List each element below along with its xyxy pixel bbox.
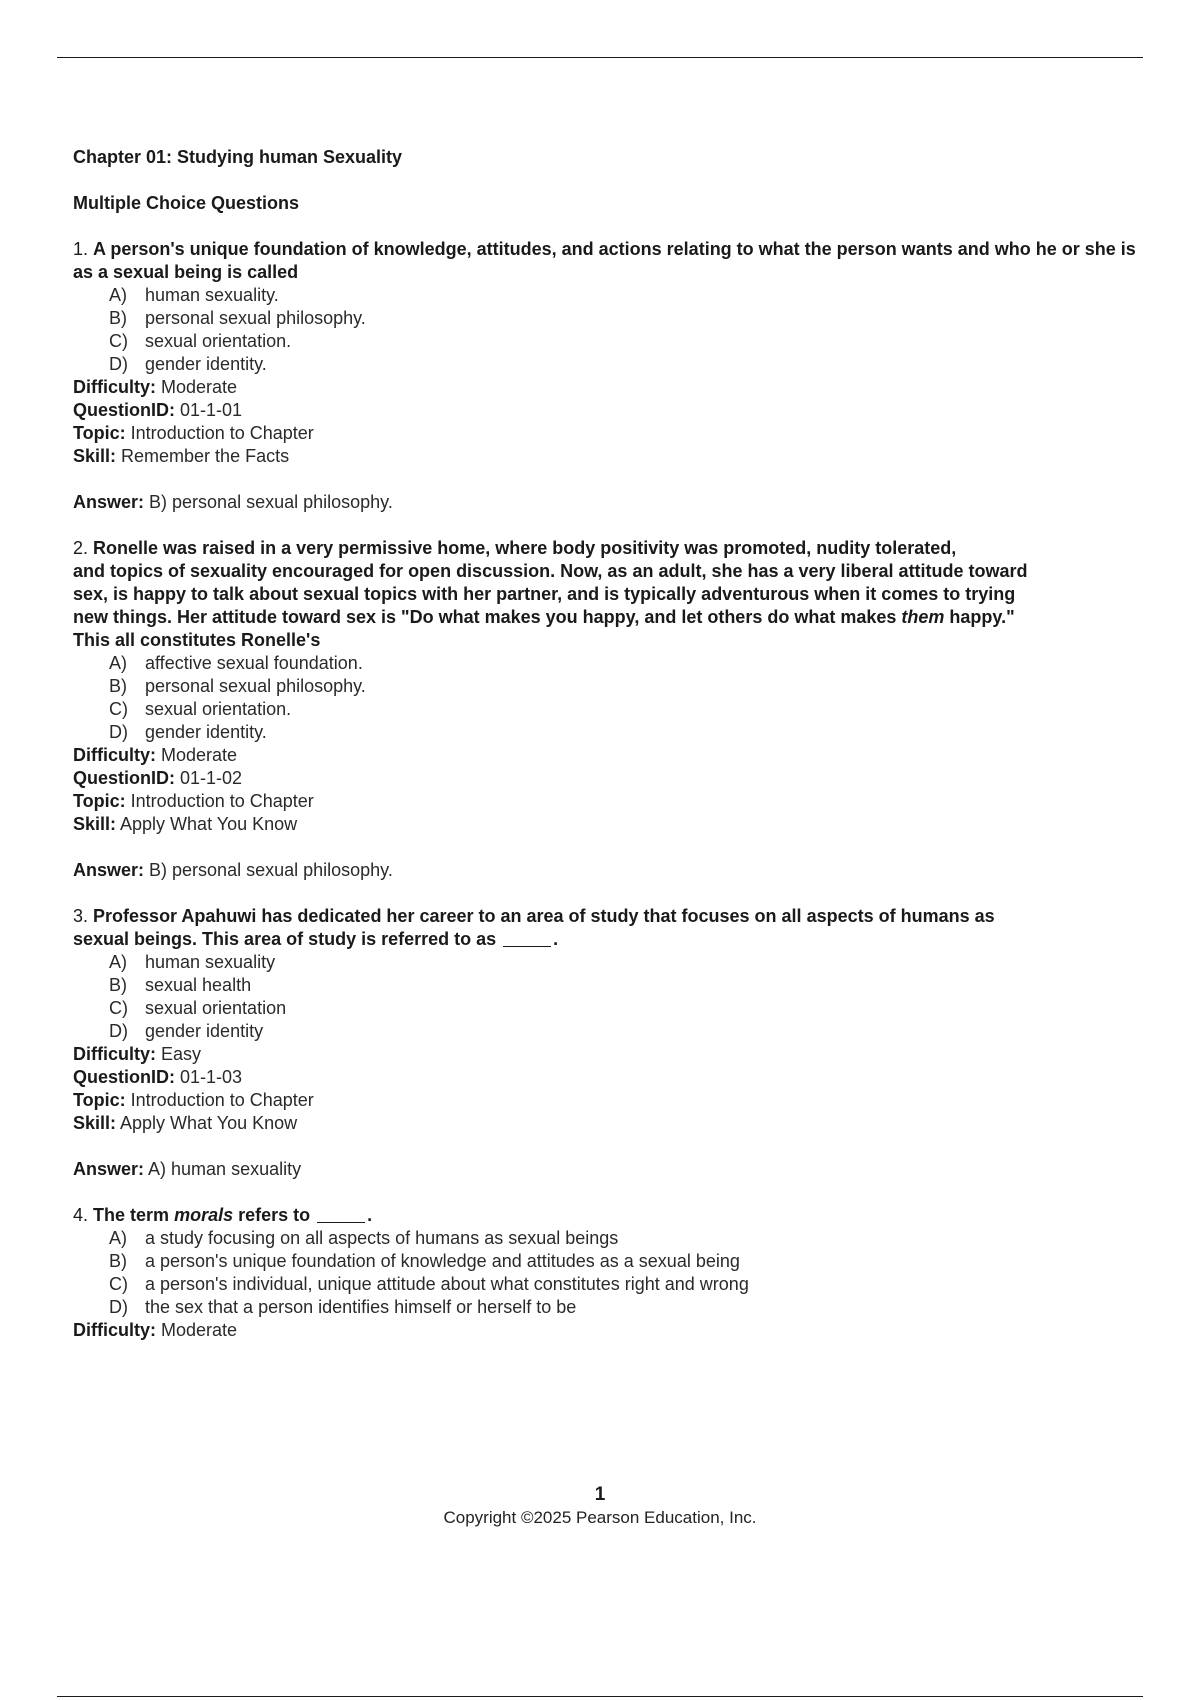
section-title: Multiple Choice Questions <box>73 193 300 213</box>
difficulty-line: Difficulty: Moderate <box>73 377 238 397</box>
question-text: sex, is happy to talk about sexual topics with her partner, and is typically adventurous when it comes to trying <box>73 584 1016 604</box>
question-1-stem <box>73 238 1153 284</box>
skill-line: Skill: Remember the Facts <box>73 446 290 466</box>
question-text: Professor Apahuwi has dedicated her career to an area of study that focuses on all aspects of humans as <box>93 906 995 926</box>
answer-line: Answer: B) personal sexual philosophy. <box>73 492 393 512</box>
option-d: D) gender identity. <box>109 354 267 374</box>
topic-line: Topic: Introduction to Chapter <box>73 423 314 443</box>
question-1 <box>73 238 1153 514</box>
answer-line: Answer: A) human sexuality <box>73 1159 302 1179</box>
topic-line: Topic: Introduction to Chapter <box>73 791 314 811</box>
option-c: C) sexual orientation <box>109 998 287 1018</box>
option-d: D) gender identity <box>109 1021 264 1041</box>
difficulty-line: Difficulty: Easy <box>73 1044 202 1064</box>
option-a: A) human sexuality <box>109 952 276 972</box>
question-3 <box>73 905 1153 1181</box>
option-a: A) human sexuality. <box>109 285 279 305</box>
question-3-options <box>73 951 1153 1043</box>
answer-blank <box>317 1222 365 1223</box>
option-a: A) a study focusing on all aspects of humans as sexual beings <box>109 1228 619 1248</box>
difficulty-line: Difficulty: Moderate <box>73 745 238 765</box>
option-a: A) affective sexual foundation. <box>109 653 363 673</box>
option-c: C) sexual orientation. <box>109 699 292 719</box>
option-b: B) personal sexual philosophy. <box>109 308 366 328</box>
question-4-meta <box>73 1319 1153 1342</box>
document-body <box>73 146 1153 1342</box>
question-id-line: QuestionID: 01-1-01 <box>73 400 243 420</box>
question-3-stem <box>73 905 1153 951</box>
option-c: C) a person's individual, unique attitude about what constitutes right and wrong <box>109 1274 749 1294</box>
answer-line: Answer: B) personal sexual philosophy. <box>73 860 393 880</box>
question-text: sexual beings. This area of study is referred to as . <box>73 929 559 949</box>
chapter-title: Chapter 01: Studying human Sexuality <box>73 147 403 167</box>
question-id-line: QuestionID: 01-1-03 <box>73 1067 243 1087</box>
topic-line: Topic: Introduction to Chapter <box>73 1090 314 1110</box>
option-b: B) sexual health <box>109 975 252 995</box>
answer-blank <box>503 946 551 947</box>
question-text: The term morals refers to . <box>93 1205 373 1225</box>
top-rule <box>57 57 1143 58</box>
option-b: B) a person's unique foundation of knowledge and attitudes as a sexual being <box>109 1251 740 1271</box>
question-text: Ronelle was raised in a very permissive home, where body positivity was promoted, nudity tolerated, <box>93 538 957 558</box>
option-b: B) personal sexual philosophy. <box>109 676 366 696</box>
copyright-notice: Copyright ©2025 Pearson Education, Inc. <box>443 1508 757 1527</box>
page-footer <box>0 1483 1200 1529</box>
question-number: 3. <box>73 906 89 926</box>
question-3-meta <box>73 1043 1153 1135</box>
difficulty-line: Difficulty: Moderate <box>73 1320 238 1340</box>
skill-line: Skill: Apply What You Know <box>73 814 298 834</box>
question-2 <box>73 537 1153 882</box>
question-4-stem <box>73 1204 1153 1227</box>
question-4 <box>73 1204 1153 1342</box>
question-1-options <box>73 284 1153 376</box>
question-2-stem <box>73 537 1153 652</box>
question-number: 2. <box>73 538 89 558</box>
question-2-options <box>73 652 1153 744</box>
bottom-rule <box>57 1696 1143 1697</box>
question-text: This all constitutes Ronelle's <box>73 630 321 650</box>
page-number: 1 <box>594 1484 606 1505</box>
question-1-meta <box>73 376 1153 468</box>
question-4-options <box>73 1227 1153 1319</box>
skill-line: Skill: Apply What You Know <box>73 1113 298 1133</box>
question-2-meta <box>73 744 1153 836</box>
question-number: 4. <box>73 1205 89 1225</box>
option-c: C) sexual orientation. <box>109 331 292 351</box>
option-d: D) the sex that a person identifies himself or herself to be <box>109 1297 577 1317</box>
question-text: and topics of sexuality encouraged for open discussion. Now, as an adult, she has a very liberal attitude toward <box>73 561 1028 581</box>
question-id-line: QuestionID: 01-1-02 <box>73 768 243 788</box>
question-text: new things. Her attitude toward sex is "Do what makes you happy, and let others do what makes them happy." <box>73 607 1015 627</box>
option-d: D) gender identity. <box>109 722 267 742</box>
question-text: A person's unique foundation of knowledge, attitudes, and actions relating to what the person wants and who he or she is as a sexual being is called <box>73 239 1136 282</box>
question-number: 1. <box>73 239 89 259</box>
